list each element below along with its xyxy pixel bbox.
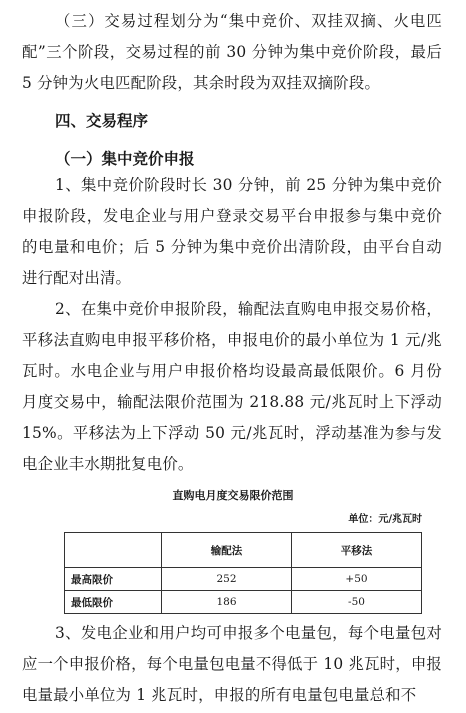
- paragraph-2: 2、在集中竞价申报阶段，输配法直购电申报交易价格，平移法直购电申报平移价格，申报电价的最小单位为 1 元/兆瓦时。水电企业与用户申报价格均设最高最低限价。6 月份月度交易中，输配法限价范围为 218.88 元/兆瓦时上下浮动 15%。平移法为上下浮动 50 元/兆瓦时，浮动基准为参与发电企业丰水期批复电价。: [22, 300, 442, 473]
- table-row: [65, 591, 422, 614]
- paragraph-3: 3、发电企业和用户均可申报多个电量包，每个电量包对应一个申报价格，每个电量包电量不得低于 10 兆瓦时，申报电量最小单位为 1 兆瓦时，申报的所有电量包电量总和不: [22, 624, 442, 704]
- table-header-row: [65, 533, 422, 568]
- table-row: [65, 568, 422, 591]
- table-unit-label: 单位：元/兆瓦时: [348, 514, 422, 525]
- table-header-pingyi: 平移法: [292, 533, 422, 568]
- section-three-paragraph: （三）交易过程划分为“集中竞价、双挂双摘、火电匹配”三个阶段，交易过程的前 30 分钟为集中竞价阶段，最后 5 分钟为火电匹配阶段，其余时段为双挂双摘阶段。: [22, 12, 442, 92]
- section-four-heading: 四、交易程序: [55, 112, 149, 130]
- cell-max-shupei: 252: [162, 568, 292, 591]
- row-label-min: 最低限价: [65, 591, 162, 614]
- cell-min-pingyi: -50: [292, 591, 422, 614]
- table-header-shupei: 输配法: [162, 533, 292, 568]
- price-limit-table: [64, 532, 422, 614]
- row-label-max: 最高限价: [65, 568, 162, 591]
- table-title: 直购电月度交易限价范围: [172, 489, 294, 502]
- cell-max-pingyi: +50: [292, 568, 422, 591]
- subsection-one-heading: （一）集中竞价申报: [55, 149, 195, 168]
- table-header-empty: [65, 533, 162, 568]
- paragraph-1: 1、集中竞价阶段时长 30 分钟，前 25 分钟为集中竞价申报阶段，发电企业与用户登录交易平台申报参与集中竞价的电量和电价；后 5 分钟为集中竞价出清阶段，由平台自动进行配对出清。: [22, 176, 442, 287]
- cell-min-shupei: 186: [162, 591, 292, 614]
